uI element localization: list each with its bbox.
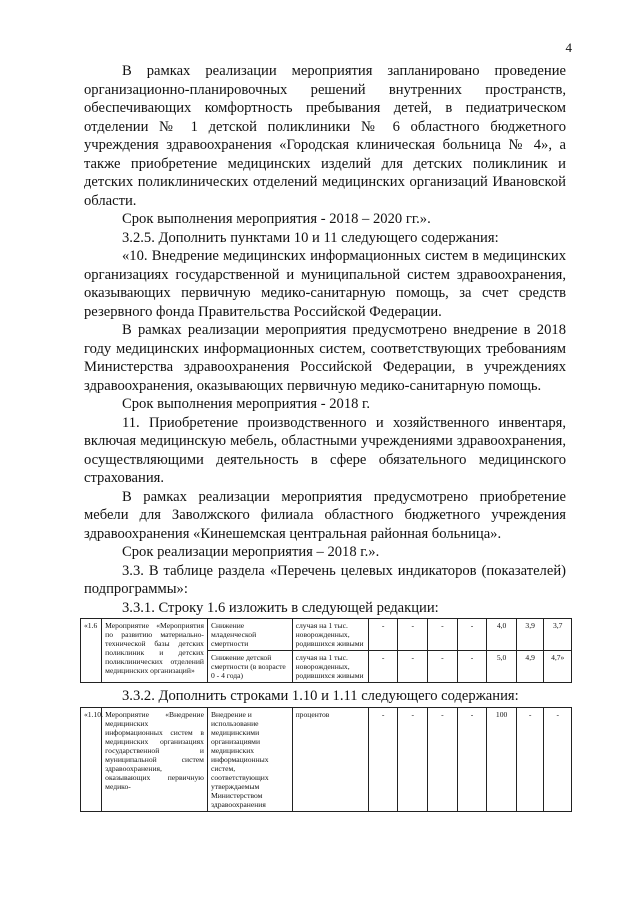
indicator-name: Внедрение и использование медицинскими организациями медицинских информационных систем, соответствующих утверждаемым Министерством здравоохранения (207, 707, 292, 811)
unit: процентов (292, 707, 368, 811)
value-cell: 5,0 (487, 651, 517, 683)
value-cell: 3,9 (516, 619, 544, 651)
value-cell: - (457, 707, 487, 811)
paragraph: Срок выполнения мероприятия - 2018 – 2020 гг.». (122, 211, 431, 227)
paragraph: В рамках реализации мероприятия предусмотрено внедрение в 2018 году медицинских информационных систем, соответствующих требованиям Министерства здравоохранения Российской Федерации, в учреждениях здравоохранения, оказывающих первичную медико-санитарную помощь. (84, 322, 566, 394)
value-cell: - (398, 619, 428, 651)
value-cell: - (428, 651, 458, 683)
value-cell: - (428, 619, 458, 651)
indicator-name: Снижение младенческой смертности (207, 619, 292, 651)
value-cell: - (398, 707, 428, 811)
paragraph: 3.2.5. Дополнить пунктами 10 и 11 следующего содержания: (122, 229, 499, 246)
value-cell: - (368, 651, 398, 683)
paragraph: В рамках реализации мероприятия запланировано проведение организационно-планировочных решений внутренних пространств, обеспечивающих комфортность пребывания детей, в педиатрическом отделении № 1 детской поликлиники № 6 областного бюджетного учреждения здравоохранения «Городская клиническая больница № 4», а также приобретение медицинских изделий для детских поликлиник и детских поликлинических отделений медицинских организаций Ивановской области. (84, 63, 566, 209)
table-row (81, 619, 572, 651)
indicator-name: Снижение детской смертности (в возрасте 0 - 4 года) (207, 651, 292, 683)
paragraph: Срок реализации мероприятия – 2018 г.». (122, 544, 380, 560)
indicator-table-1-6 (80, 618, 572, 683)
value-cell: - (457, 619, 487, 651)
row-number: «1.10. (81, 707, 102, 811)
page-number: 4 (565, 40, 572, 55)
paragraph: Срок выполнения мероприятия - 2018 г. (122, 396, 371, 412)
value-cell: - (544, 707, 572, 811)
paragraph: 11. Приобретение производственного и хозяйственного инвентаря, включая медицинскую мебель, областными учреждениями здравоохранения, осуществляющими деятельность в сфере обязательного медицинского страхования. (84, 414, 566, 486)
event-name: Мероприятие «Мероприятия по развитию материально-технической базы детских поликлиник и детских поликлинических отделений медицинских организаций» (102, 619, 208, 683)
value-cell: 100 (487, 707, 517, 811)
value-cell: - (516, 707, 544, 811)
value-cell: 4,0 (487, 619, 517, 651)
value-cell: - (398, 651, 428, 683)
paragraph: «10. Внедрение медицинских информационных систем в медицинских организациях государственной и муниципальной систем здравоохранения, оказывающих первичную медико-санитарную помощь, за счет средств резервного фонда Правительства Российской Федерации. (84, 248, 566, 320)
value-cell: 3,7 (544, 619, 572, 651)
value-cell: - (428, 707, 458, 811)
value-cell: 4,9 (516, 651, 544, 683)
paragraph: 3.3. В таблице раздела «Перечень целевых индикаторов (показателей) подпрограммы»: (84, 562, 566, 597)
event-name: Мероприятие «Внедрение медицинских информационных систем в медицинских организациях государственной и муниципальной систем здравоохранения, оказывающих первичную медико- (102, 707, 208, 811)
value-cell: - (457, 651, 487, 683)
section-heading: 3.3.2. Дополнить строками 1.10 и 1.11 следующего содержания: (122, 688, 519, 704)
table-row (81, 707, 572, 811)
unit: случая на 1 тыс. новорожденных, родившихся живыми (292, 651, 368, 683)
document-body (84, 62, 566, 816)
row-number: «1.6 (81, 619, 102, 683)
section-heading: 3.3.1. Строку 1.6 изложить в следующей редакции: (122, 599, 439, 616)
indicator-table-1-10 (80, 707, 572, 812)
unit: случая на 1 тыс. новорожденных, родившихся живыми (292, 619, 368, 651)
value-cell: - (368, 707, 398, 811)
paragraph: В рамках реализации мероприятия предусмотрено приобретение мебели для Заволжского филиала областного бюджетного учреждения здравоохранения «Кинешемская центральная районная больница». (84, 488, 566, 542)
value-cell: - (368, 619, 398, 651)
value-cell: 4,7» (544, 651, 572, 683)
